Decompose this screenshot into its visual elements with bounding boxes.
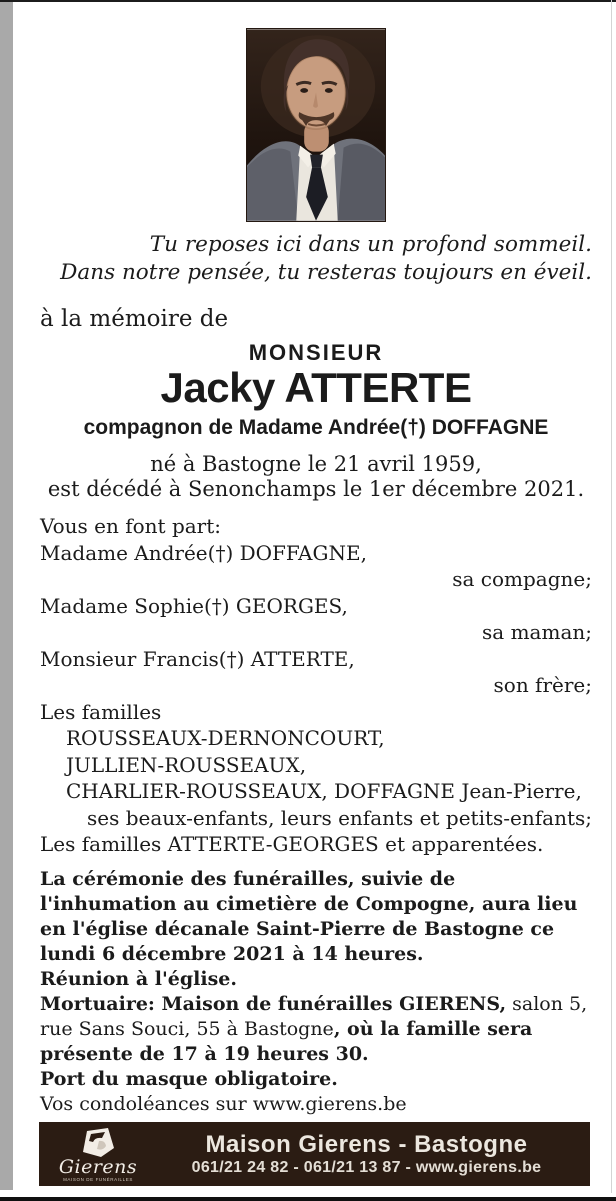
- quote-line-1: Tu reposes ici dans un profond sommeil.: [149, 232, 592, 257]
- family-name: JULLIEN-ROUSSEAUX,: [66, 752, 307, 777]
- family-name: CHARLIER-ROUSSEAUX, DOFFAGNE Jean-Pierre,: [66, 779, 582, 803]
- birth-death-block: [40, 452, 592, 502]
- mask-line: Port du masque obligatoire.: [40, 1067, 338, 1090]
- family-name: ROUSSEAUX-DERNONCOURT,: [66, 726, 385, 750]
- ceremony-paragraph: La cérémonie des funérailles, suivie de l'inhumation au cimetière de Compogne, aura lieu en l'église décanale Saint-Pierre de Bastogne ce lundi 6 décembre 2021 à 14 heures.: [40, 867, 578, 965]
- families-heading: Les familles: [40, 699, 162, 724]
- gierens-logo-subtext: MAISON DE FUNÉRAILLES: [63, 1176, 133, 1182]
- deceased-portrait-photo: [246, 28, 386, 222]
- reunion-line: Réunion à l'église.: [40, 967, 237, 990]
- in-memory-intro: à la mémoire de: [40, 306, 229, 332]
- birth-line: né à Bastogne le 21 avril 1959,: [150, 452, 482, 476]
- left-gray-bar: [0, 2, 13, 1190]
- title-prefix: MONSIEUR: [248, 340, 384, 365]
- list-item: [40, 646, 592, 699]
- list-item: [40, 540, 592, 593]
- deceased-name: Jacky ATTERTE: [160, 364, 472, 411]
- relative-relation: sa maman;: [482, 620, 592, 644]
- list-item: [40, 593, 592, 646]
- ceremony-block: [40, 867, 592, 1117]
- families-note: ses beaux-enfants, leurs enfants et petits-enfants;: [87, 805, 592, 830]
- portrait-illustration: [247, 29, 385, 221]
- death-line: est décédé à Senonchamps le 1er décembre 2021.: [47, 477, 585, 501]
- announcement-block: [40, 513, 592, 858]
- deceased-header: [40, 341, 592, 441]
- relative-relation: sa compagne;: [452, 567, 592, 591]
- mortuary-bold-1: Mortuaire: Maison de funérailles GIERENS,: [40, 992, 507, 1015]
- memorial-quote: [40, 231, 592, 287]
- condolences-line: Vos condoléances sur www.gierens.be: [40, 1092, 407, 1115]
- gierens-logo-word: Gierens: [58, 1155, 138, 1178]
- quote-line-2: Dans notre pensée, tu resteras toujours en éveil.: [60, 260, 592, 285]
- companion-line: compagnon de Madame Andrée(†) DOFFAGNE: [83, 416, 549, 439]
- bottom-border-line: [0, 1197, 616, 1201]
- mortuary-bold-2: , où la famille sera présente de 17 à 19 heures 30.: [40, 1017, 533, 1065]
- relative-relation: son frère;: [493, 673, 592, 697]
- banner-title: Maison Gierens - Bastogne: [205, 1130, 528, 1158]
- banner-text-block: [157, 1131, 590, 1178]
- gierens-logo-icon: [81, 1128, 115, 1158]
- mortuary-line: [40, 992, 592, 1067]
- relative-name: Madame Andrée(†) DOFFAGNE,: [40, 540, 367, 565]
- relative-name: Madame Sophie(†) GEORGES,: [40, 593, 348, 618]
- relative-name: Monsieur Francis(†) ATTERTE,: [40, 646, 355, 671]
- gierens-logo: [39, 1126, 157, 1183]
- notice-content: [40, 2, 592, 1117]
- announcement-heading: Vous en font part:: [40, 514, 222, 538]
- right-edge-hairline: [611, 0, 612, 1193]
- families-footer: Les familles ATTERTE-GEORGES et apparentées.: [40, 832, 544, 856]
- funeral-home-banner[interactable]: [39, 1122, 590, 1186]
- banner-contact-line: 061/21 24 82 - 061/21 13 87 - www.gierens.be: [191, 1158, 542, 1176]
- mortuary-regular: salon 5, rue Sans Souci, 55 à Bastogne: [40, 992, 588, 1040]
